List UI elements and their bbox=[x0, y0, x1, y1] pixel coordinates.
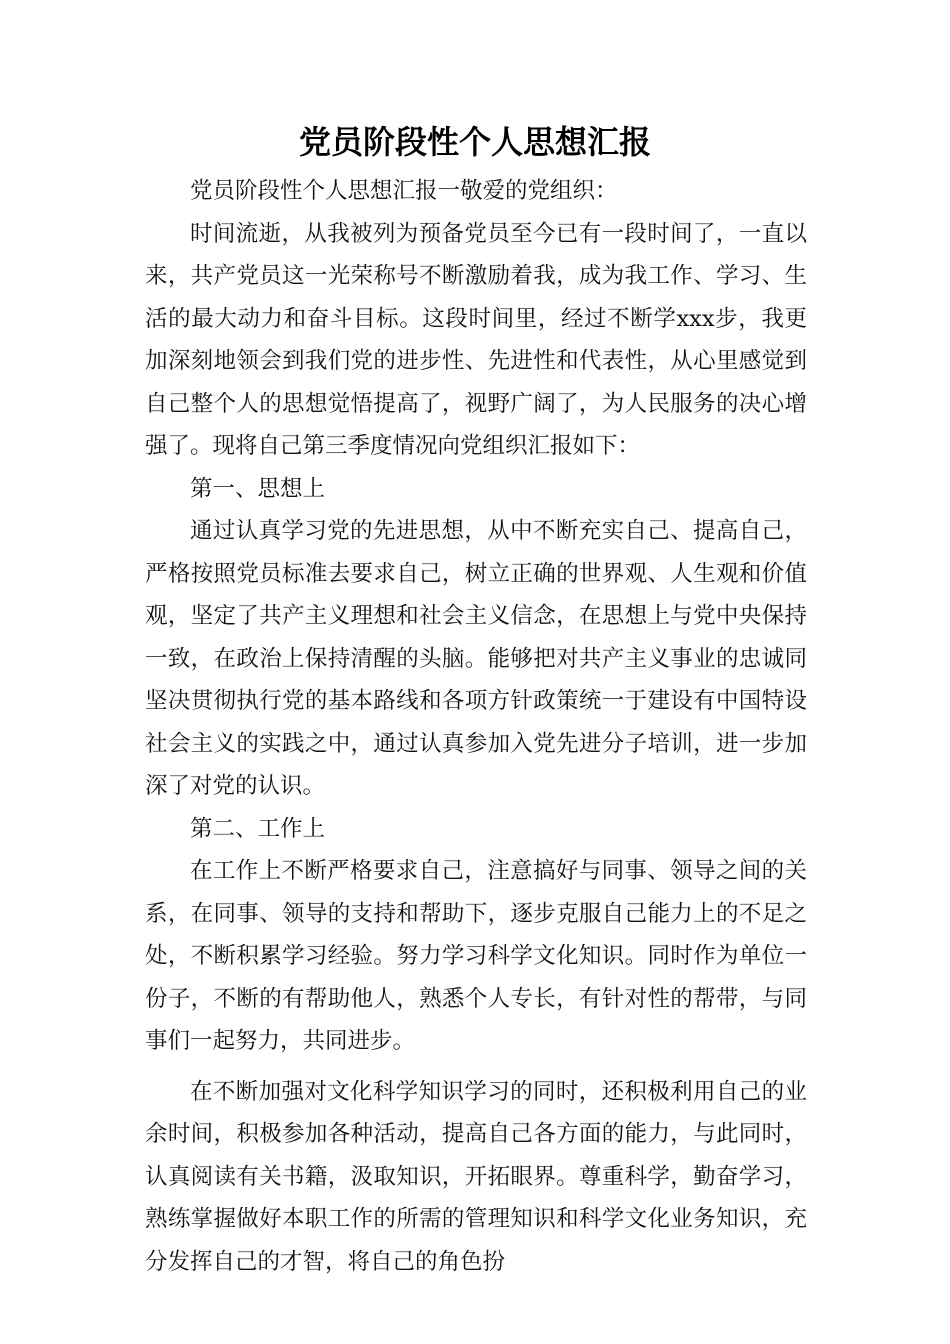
salutation-paragraph: 党员阶段性个人思想汇报一敬爱的党组织： bbox=[190, 178, 618, 204]
section-heading-thought: 第一、思想上 bbox=[190, 475, 326, 502]
section-heading-work: 第二、工作上 bbox=[190, 815, 326, 842]
document-title: 党员阶段性个人思想汇报 bbox=[298, 123, 651, 161]
document-body bbox=[145, 170, 807, 1283]
work-paragraph: 在工作上不断严格要求自己，注意搞好与同事、领导之间的关系，在同事、领导的支持和帮助下，逐步克服自己能力上的不足之处，不断积累学习经验。努力学习科学文化知识。同时作为单位一份子，不断的有帮助他人，熟悉个人专长，有针对性的帮带，与同事们一起努力，共同进步。 bbox=[145, 858, 807, 1054]
study-paragraph: 在不断加强对文化科学知识学习的同时，还积极利用自己的业余时间，积极参加各种活动，提高自己各方面的能力，与此同时，认真阅读有关书籍，汲取知识，开拓眼界。尊重科学，勤奋学习，熟练掌握做好本职工作的所需的管理知识和科学文化业务知识，充分发挥自己的才智，将自己的角色扮 bbox=[145, 1078, 807, 1275]
thought-paragraph: 通过认真学习党的先进思想，从中不断充实自己、提高自己，严格按照党员标准去要求自己，树立正确的世界观、人生观和价值观，坚定了共产主义理想和社会主义信念，在思想上与党中央保持一致，在政治上保持清醒的头脑。能够把对共产主义事业的忠诚同坚决贯彻执行党的基本路线和各项方针政策统一于建设有中国特设社会主义的实践之中，通过认真参加入党先进分子培训，进一步加深了对党的认识。 bbox=[145, 518, 807, 799]
intro-paragraph: 时间流逝，从我被列为预备党员至今已有一段时间了，一直以来，共产党员这一光荣称号不断激励着我，成为我工作、学习、生活的最大动力和奋斗目标。这段时间里，经过不断学xxx步，我更加深刻地领会到我们党的进步性、先进性和代表性，从心里感觉到自己整个人的思想觉悟提高了，视野广阔了，为人民服务的决心增强了。现将自己第三季度情况向党组织汇报如下： bbox=[145, 220, 807, 459]
